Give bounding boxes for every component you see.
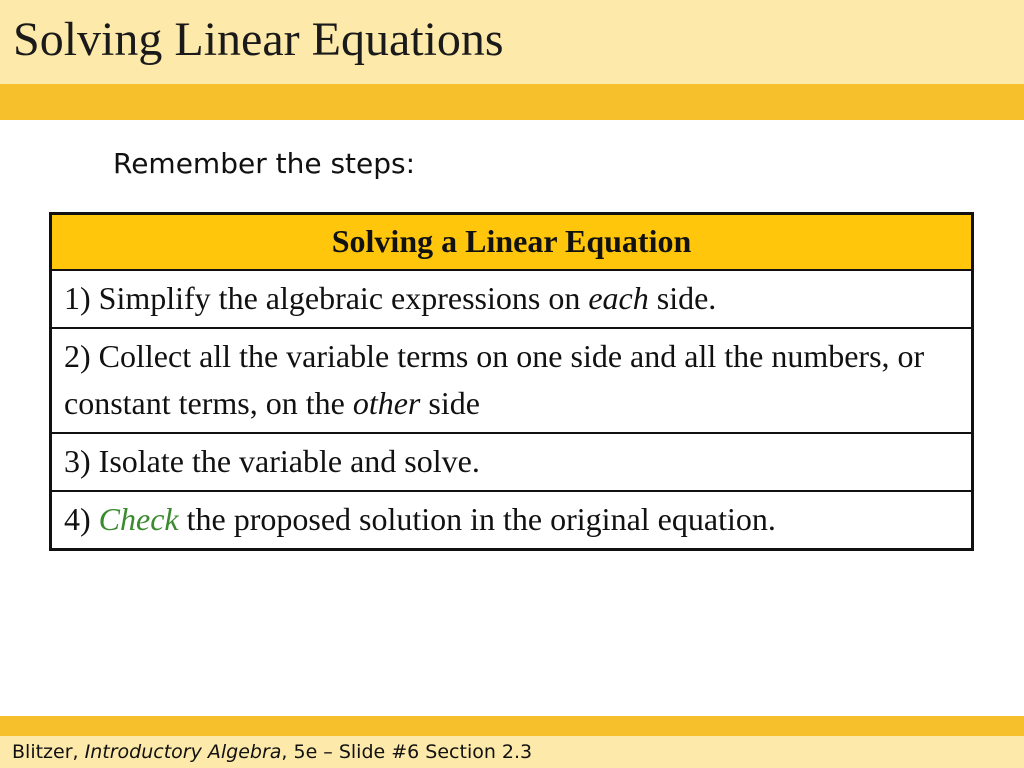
step-emphasis: other (352, 384, 421, 421)
table-header: Solving a Linear Equation (51, 214, 973, 270)
steps-table (49, 212, 974, 551)
header-accent-band (0, 84, 1024, 120)
table-row (51, 328, 973, 433)
footer-accent-band (0, 716, 1024, 736)
step-text: 4) (64, 500, 99, 537)
step-text: 1) Simplify the algebraic expressions on (64, 279, 589, 316)
footer-slide-info: , 5e – Slide #6 Section 2.3 (281, 741, 533, 763)
step-text: side. (648, 279, 717, 316)
check-word: Check (98, 500, 179, 537)
step-2 (51, 328, 973, 433)
step-text: 2) Collect all the variable terms on one side and all the numbers, or constant terms, on the (64, 337, 925, 421)
table-row (51, 491, 973, 550)
slide-title: Solving Linear Equations (13, 13, 504, 66)
step-3 (51, 433, 973, 491)
footer-bar (0, 736, 1024, 768)
table-header-row (51, 214, 973, 270)
step-1 (51, 270, 973, 328)
title-bar (0, 0, 1024, 84)
slide-subtitle: Remember the steps: (113, 147, 416, 180)
step-4 (51, 491, 973, 550)
step-emphasis: each (588, 279, 649, 316)
footer-citation (12, 743, 532, 762)
table-row (51, 433, 973, 491)
footer-author: Blitzer, (12, 741, 85, 763)
step-text: the proposed solution in the original equation. (178, 500, 776, 537)
footer-book-title: Introductory Algebra (84, 741, 282, 763)
step-text: side (420, 384, 480, 421)
table-row (51, 270, 973, 328)
step-text: 3) Isolate the variable and solve. (64, 442, 480, 479)
